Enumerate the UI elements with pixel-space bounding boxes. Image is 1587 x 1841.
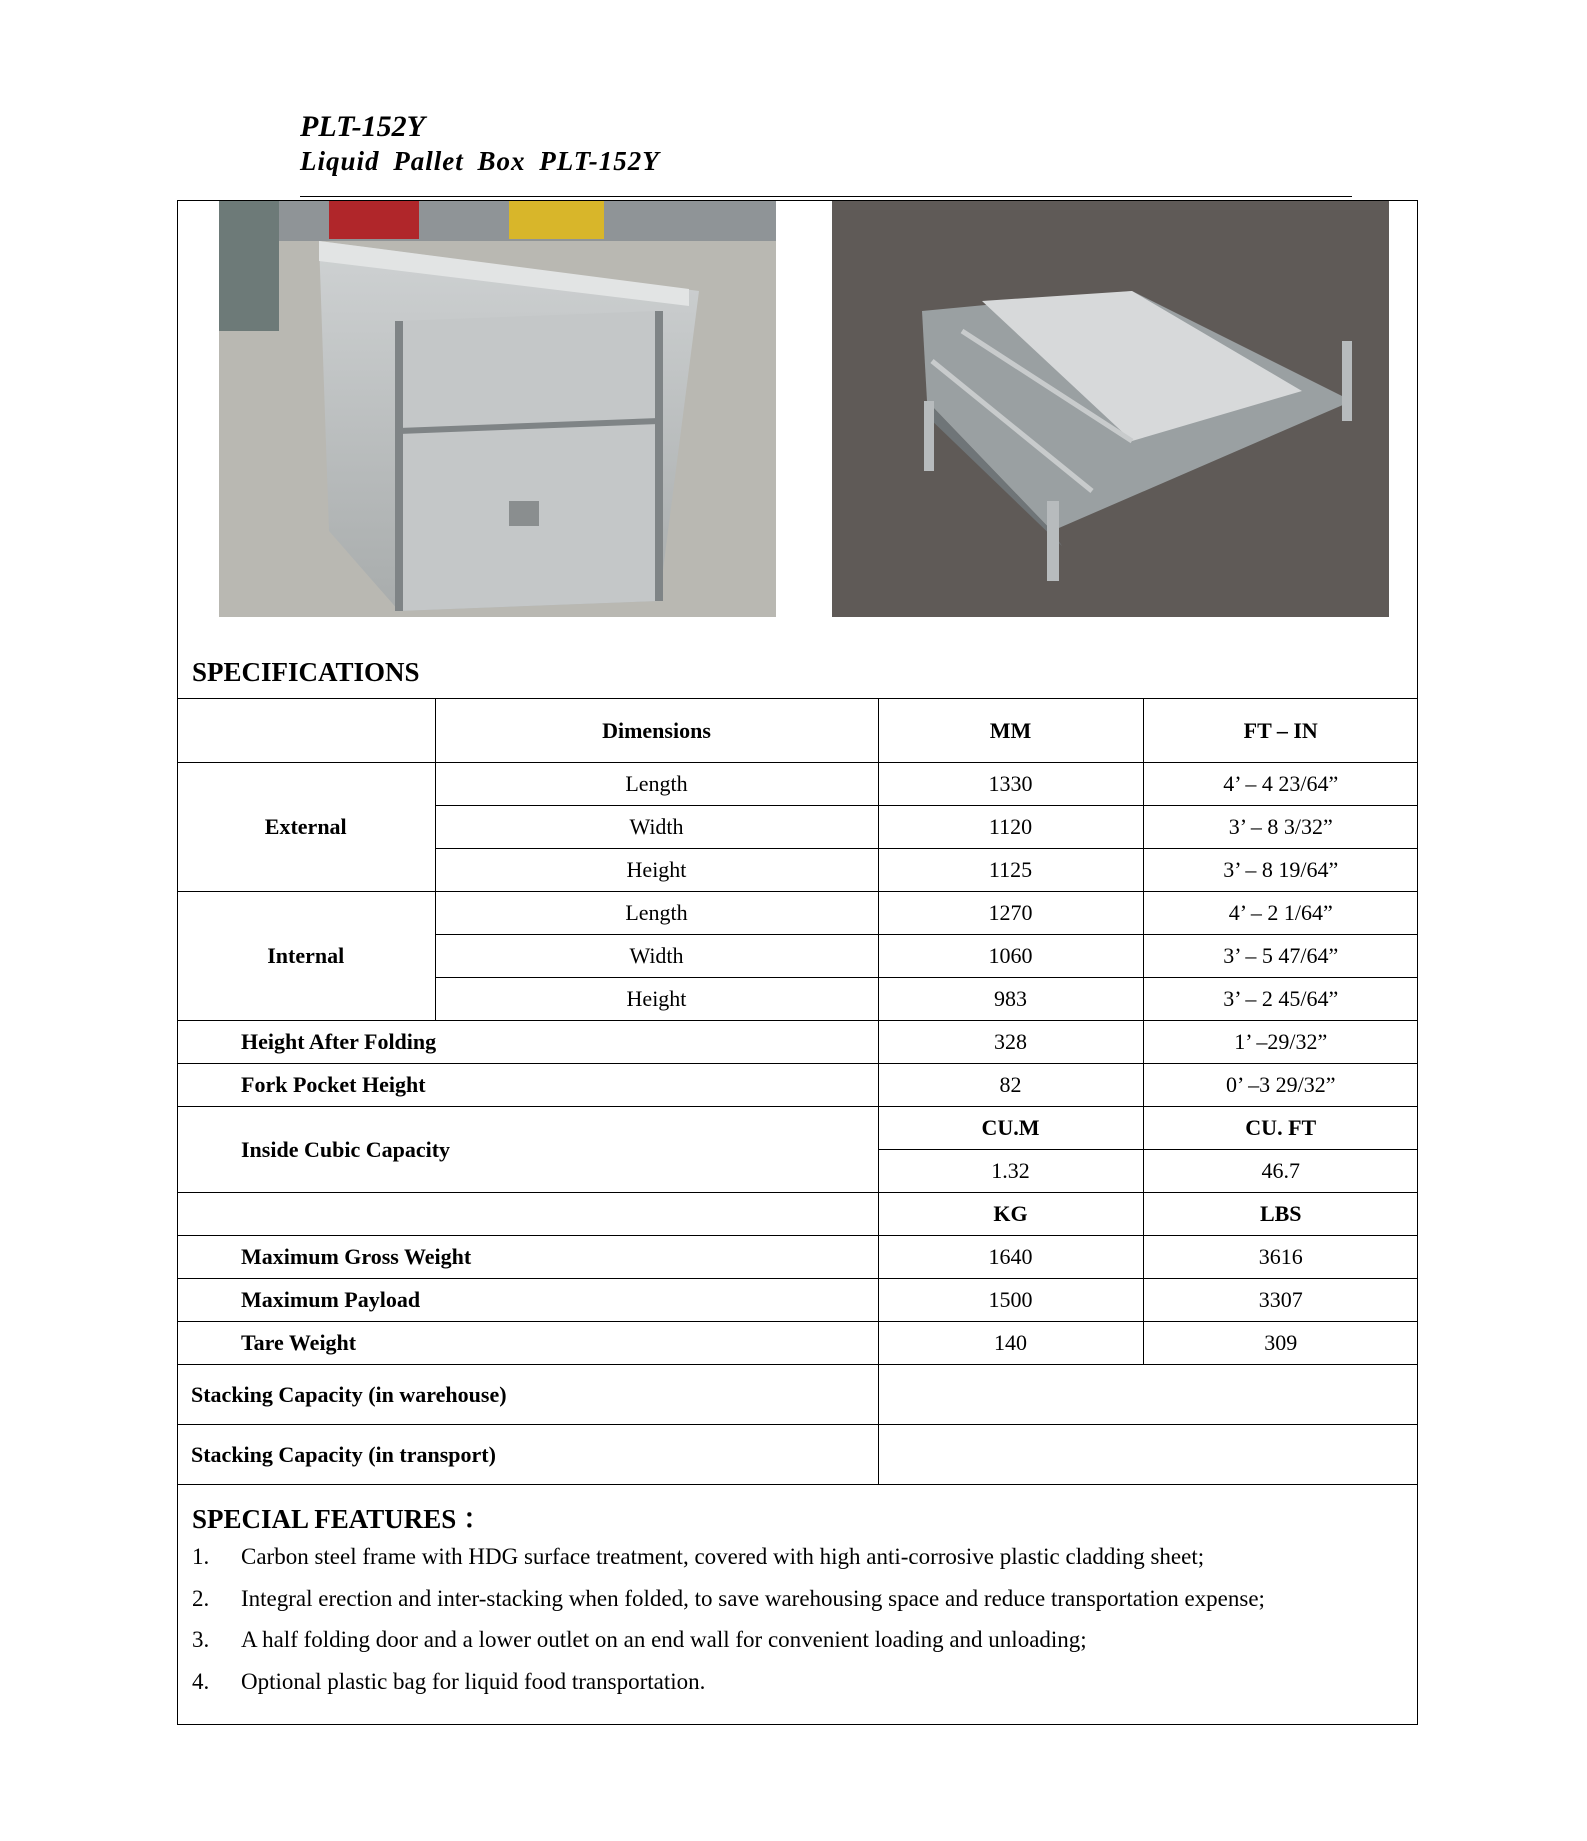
fork-pocket-height-label: Fork Pocket Height bbox=[177, 1064, 878, 1107]
table-row bbox=[177, 1193, 1418, 1236]
table-row bbox=[177, 1021, 1418, 1064]
table-row bbox=[177, 1279, 1418, 1322]
weight-units-empty-cell bbox=[177, 1193, 878, 1236]
cuft-unit: CU. FT bbox=[1143, 1107, 1418, 1150]
table-row bbox=[177, 1425, 1418, 1485]
kg-cell: 140 bbox=[878, 1322, 1143, 1365]
cum-value: 1.32 bbox=[878, 1150, 1143, 1193]
list-item bbox=[192, 1582, 1265, 1624]
lbs-cell: 3307 bbox=[1143, 1279, 1418, 1322]
kg-unit: KG bbox=[878, 1193, 1143, 1236]
table-row bbox=[177, 892, 1418, 935]
table-row bbox=[177, 1107, 1418, 1150]
list-item bbox=[192, 1665, 1265, 1707]
mm-cell: 983 bbox=[878, 978, 1143, 1021]
kg-cell: 1640 bbox=[878, 1236, 1143, 1279]
title-block bbox=[300, 110, 660, 178]
photo-assembled-box bbox=[219, 201, 776, 617]
product-model: PLT-152Y bbox=[300, 110, 425, 143]
header-mm: MM bbox=[878, 699, 1143, 763]
title-divider bbox=[300, 196, 1352, 197]
ftin-cell: 3’ – 8 19/64” bbox=[1143, 849, 1418, 892]
external-label: External bbox=[177, 763, 435, 892]
table-row bbox=[177, 1064, 1418, 1107]
ftin-cell: 3’ – 5 47/64” bbox=[1143, 935, 1418, 978]
max-gross-weight-label: Maximum Gross Weight bbox=[177, 1236, 878, 1279]
tare-weight-label: Tare Weight bbox=[177, 1322, 878, 1365]
list-item-text: Optional plastic bag for liquid food transportation. bbox=[241, 1668, 706, 1694]
list-item bbox=[192, 1623, 1265, 1665]
list-item-text: Carbon steel frame with HDG surface treatment, covered with high anti-corrosive plastic cladding sheet; bbox=[241, 1544, 1205, 1569]
header-dimensions: Dimensions bbox=[435, 699, 878, 763]
table-row bbox=[177, 763, 1418, 806]
table-header-row bbox=[177, 699, 1418, 763]
stacking-warehouse-value bbox=[878, 1365, 1418, 1425]
table-row bbox=[177, 1365, 1418, 1425]
cum-unit: CU.M bbox=[878, 1107, 1143, 1150]
lbs-cell: 309 bbox=[1143, 1322, 1418, 1365]
specifications-heading: SPECIFICATIONS bbox=[192, 657, 420, 687]
ftin-cell: 4’ – 2 1/64” bbox=[1143, 892, 1418, 935]
mm-cell: 1330 bbox=[878, 763, 1143, 806]
list-item-number: 1. bbox=[192, 1544, 210, 1569]
stacking-warehouse-label: Stacking Capacity (in warehouse) bbox=[177, 1365, 878, 1425]
dim-cell: Height bbox=[435, 978, 878, 1021]
list-item-text: Integral erection and inter-stacking when folded, to save warehousing space and reduce transportation expense; bbox=[241, 1585, 1265, 1611]
product-subtitle: Liquid Pallet Box PLT-152Y bbox=[300, 146, 660, 176]
dim-cell: Length bbox=[435, 892, 878, 935]
mm-cell: 1060 bbox=[878, 935, 1143, 978]
table-row bbox=[177, 1236, 1418, 1279]
list-item-text: A half folding door and a lower outlet on an end wall for convenient loading and unloading; bbox=[241, 1627, 1087, 1652]
kg-cell: 1500 bbox=[878, 1279, 1143, 1322]
cubic-capacity-label: Inside Cubic Capacity bbox=[177, 1107, 878, 1193]
header-ftin: FT – IN bbox=[1143, 699, 1418, 763]
lbs-unit: LBS bbox=[1143, 1193, 1418, 1236]
dim-cell: Length bbox=[435, 763, 878, 806]
mm-cell: 82 bbox=[878, 1064, 1143, 1107]
ftin-cell: 1’ –29/32” bbox=[1143, 1021, 1418, 1064]
stacking-transport-value bbox=[878, 1425, 1418, 1485]
dim-cell: Width bbox=[435, 806, 878, 849]
special-features-list bbox=[192, 1540, 1265, 1706]
dim-cell: Height bbox=[435, 849, 878, 892]
list-item bbox=[192, 1540, 1265, 1582]
list-item-number: 3. bbox=[192, 1627, 210, 1652]
dim-cell: Width bbox=[435, 935, 878, 978]
ftin-cell: 3’ – 2 45/64” bbox=[1143, 978, 1418, 1021]
lbs-cell: 3616 bbox=[1143, 1236, 1418, 1279]
ftin-cell: 0’ –3 29/32” bbox=[1143, 1064, 1418, 1107]
table-row bbox=[177, 1322, 1418, 1365]
max-payload-label: Maximum Payload bbox=[177, 1279, 878, 1322]
internal-label: Internal bbox=[177, 892, 435, 1021]
ftin-cell: 4’ – 4 23/64” bbox=[1143, 763, 1418, 806]
height-after-folding-label: Height After Folding bbox=[177, 1021, 878, 1064]
mm-cell: 1125 bbox=[878, 849, 1143, 892]
mm-cell: 328 bbox=[878, 1021, 1143, 1064]
list-item-number: 2. bbox=[192, 1585, 210, 1611]
cuft-value: 46.7 bbox=[1143, 1150, 1418, 1193]
ftin-cell: 3’ – 8 3/32” bbox=[1143, 806, 1418, 849]
stacking-transport-label: Stacking Capacity (in transport) bbox=[177, 1425, 878, 1485]
photo-folded-box bbox=[832, 201, 1389, 617]
mm-cell: 1120 bbox=[878, 806, 1143, 849]
list-item-number: 4. bbox=[192, 1668, 210, 1694]
special-features-heading: SPECIAL FEATURES ： bbox=[192, 1504, 491, 1534]
header-empty-cell bbox=[177, 699, 435, 763]
mm-cell: 1270 bbox=[878, 892, 1143, 935]
specifications-table bbox=[177, 698, 1418, 1485]
